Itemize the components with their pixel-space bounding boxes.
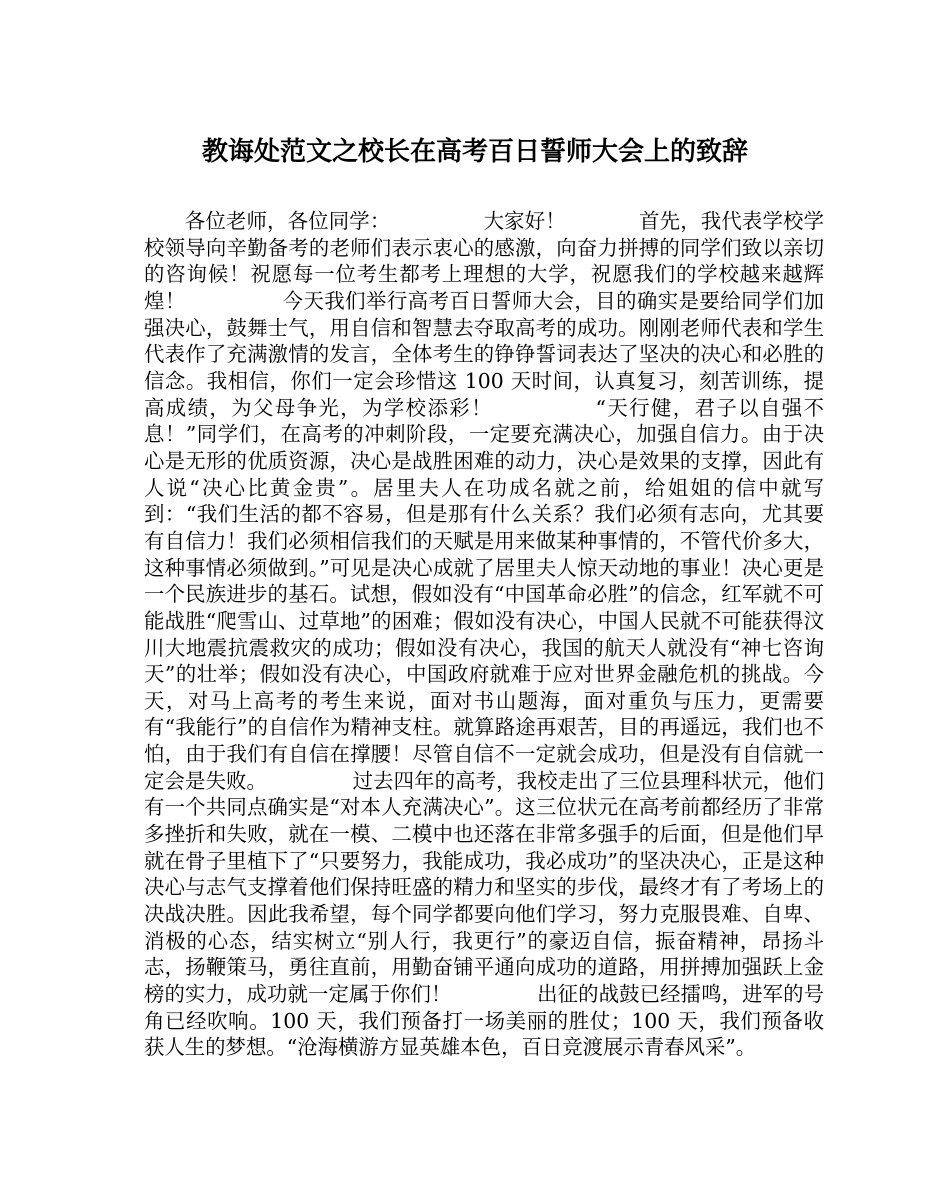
document-body: 各位老师，各位同学： 大家好！ 首先，我代表学校学校领导向辛勤备考的老师们表示衷心的感激，向奋力拼搏的同学们致以亲切的咨询候！祝愿每一位考生都考上理想的大学，祝愿我们的学校越来越辉煌！ 今天我们举行高考百日誓师大会，目的确实是要给同学们加强决心，鼓舞士气，用自信和智慧去夺取高考的成功。刚刚老师代表和学生代表作了充满激情的发言，全体考生的铮铮誓词表达了坚决的决心和必胜的信念。我相信，你们一定会珍惜这 100 天时间，认真复习，刻苦训练，提高成绩，为父母争光，为学校添彩！ “天行健，君子以自强不息！”同学们，在高考的冲刺阶段，一定要充满决心，加强自信力。由于决心是无形的优质资源，决心是战胜困难的动力，决心是效果的支撑，因此有人说“决心比黄金贵”。居里夫人在功成名就之前，给姐姐的信中就写到：“我们生活的都不容易，但是那有什么关系？我们必须有志向，尤其要有自信力！我们必须相信我们的天赋是用来做某种事情的，不管代价多大，这种事情必须做到。”可见是决心成就了居里夫人惊天动地的事业！决心更是一个民族进步的基石。试想，假如没有“中国革命必胜”的信念，红军就不可能战胜“爬雪山、过草地”的困难；假如没有决心，中国人民就不可能获得汶川大地震抗震救灾的成功；假如没有决心，我国的航天人就没有“神七咨询天”的壮举；假如没有决心，中国政府就难于应对世界金融危机的挑战。今天，对马上高考的考生来说，面对书山题海，面对重负与压力，更需要有“我能行”的自信作为精神支柱。就算路途再艰苦，目的再遥远，我们也不怕，由于我们有自信在撑腰！尽管自信不一定就会成功，但是没有自信就一定会是失败。 过去四年的高考，我校走出了三位县理科状元，他们有一个共同点确实是“对本人充满决心”。这三位状元在高考前都经历了非常多挫折和失败，就在一模、二模中也还落在非常多强手的后面，但是他们早就在骨子里植下了“只要努力，我能成功，我必成功”的坚决决心，正是这种决心与志气支撑着他们保持旺盛的精力和坚实的步伐，最终才有了考场上的决战决胜。因此我希望，每个同学都要向他们学习，努力克服畏难、自卑、消极的心态，结实树立“别人行，我更行”的豪迈自信，振奋精神，昂扬斗志，扬鞭策马，勇往直前，用勤奋铺平通向成功的道路，用拼搏加强跃上金榜的实力，成功就一定属于你们！ 出征的战鼓已经擂鸣，进军的号角已经吹响。100 天，我们预备打一场美丽的胜仗；100 天，我们预备收获人生的梦想。“沧海横游方显英雄本色，百日竞渡展示青春风采”。 [144, 209, 824, 1060]
document-title: 教诲处范文之校长在高考百日誓师大会上的致辞 [201, 137, 748, 167]
